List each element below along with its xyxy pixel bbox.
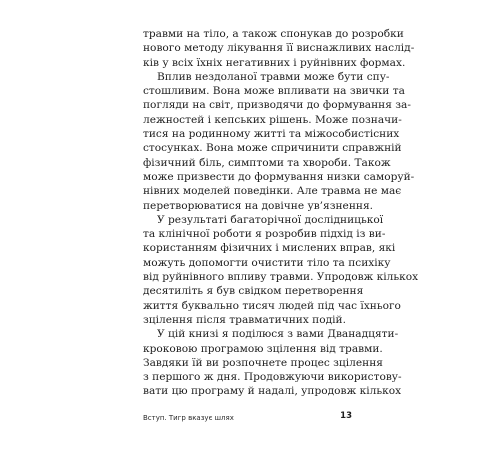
text-line: стошливим. Вона може впливати на звички та — [143, 85, 405, 98]
text-line: стосунках. Вона може спричинити справжній — [143, 142, 402, 155]
text-line: У результаті багаторічної дослідницької — [157, 213, 384, 226]
text-line: від руйнівного впливу травми. Упродовж кількох — [143, 271, 419, 284]
text-line: Вплив нездоланої травми може бути спу- — [157, 70, 390, 83]
text-line: вати цю програму й надалі, упродовж кількох — [143, 385, 402, 398]
text-line: лежностей і кепських рішень. Може позначи- — [143, 113, 402, 126]
text-line: десятиліть я був свідком перетворення — [143, 285, 364, 298]
text-line: кроковою програмою зцілення від травми. — [143, 342, 383, 355]
paragraph-3 — [143, 213, 419, 327]
text-line: перетворюватися на довічне ув’язнення. — [143, 199, 374, 212]
text-line: користанням фізичних і мислених вправ, які — [143, 242, 396, 255]
body-text — [143, 27, 419, 399]
page-number: 13 — [340, 411, 352, 421]
text-line: може призвести до формування низки саморуй- — [143, 170, 415, 183]
text-line: Завдяки їй ви розпочнете процес зцілення — [143, 356, 383, 369]
text-line: тися на родинному житті та міжособистісних — [143, 128, 400, 141]
text-line: травми на тіло, а також спонукав до розробки — [143, 28, 404, 40]
text-line: нового методу лікування її виснажливих наслід- — [143, 42, 415, 55]
text-line: погляди на світ, призводячи до формування за- — [143, 99, 411, 112]
paragraph-4 — [143, 327, 402, 398]
running-head: Вступ. Тигр вказує шлях — [143, 414, 234, 422]
text-line: та клінічної роботи я розробив підхід із ви- — [143, 228, 386, 241]
text-line: ків у всіх їхніх негативних і руйнівних формах. — [143, 56, 406, 69]
text-line: можуть допомогти очистити тіло та психіку — [143, 256, 391, 269]
paragraph-2 — [143, 70, 415, 213]
text-line: У цій книзі я поділюся з вами Дванадцяти- — [157, 328, 399, 341]
text-line: зцілення після травматичних подій. — [143, 313, 346, 326]
text-line: життя буквально тисяч людей під час їхнього — [143, 299, 401, 312]
text-line: фізичний біль, симптоми та хвороби. Також — [143, 156, 391, 169]
text-line: з першого ж дня. Продовжуючи використову- — [143, 371, 402, 384]
paragraph-1 — [143, 27, 415, 70]
text-line: нівних моделей поведінки. Але травма не має — [143, 185, 402, 198]
